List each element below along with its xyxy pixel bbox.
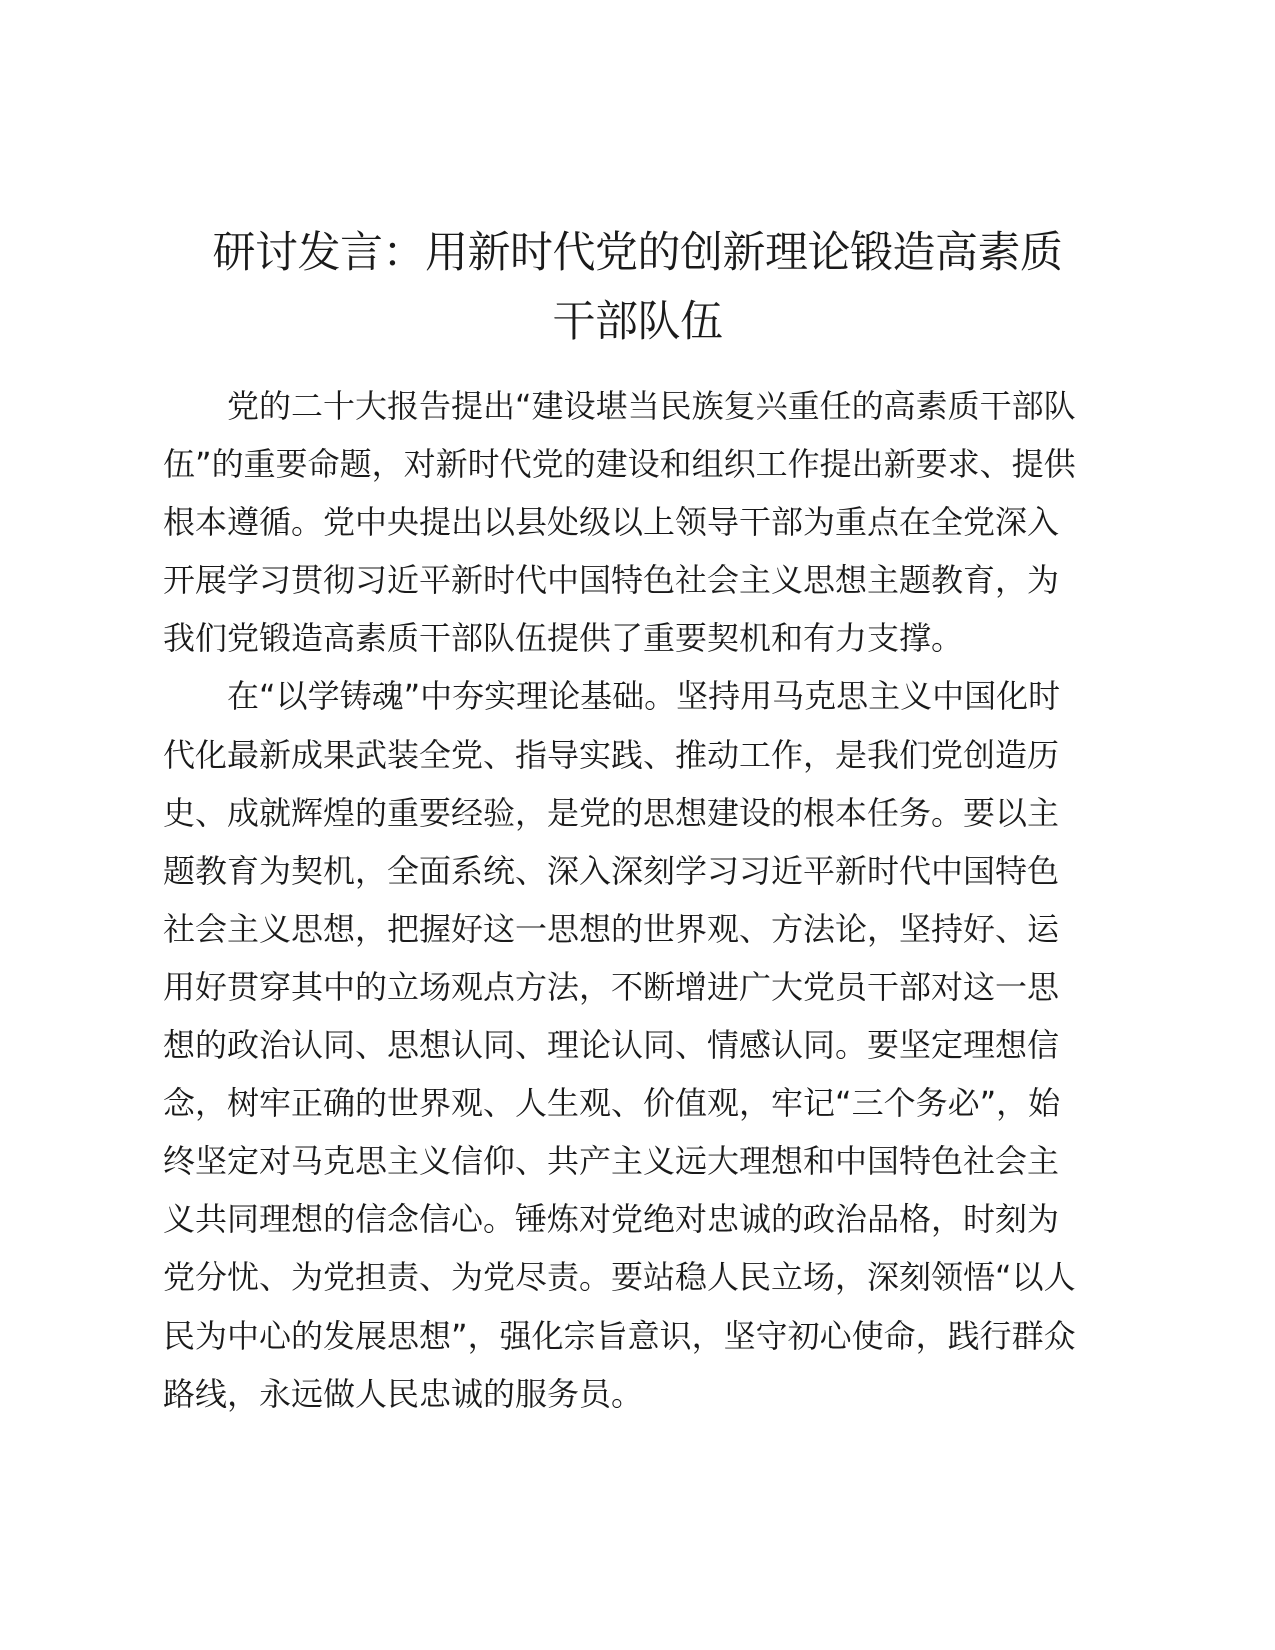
paragraph-line: 伍”的重要命题，对新时代党的建设和组织工作提出新要求、提供 bbox=[163, 445, 1076, 484]
paragraph-line: 终坚定对马克思主义信仰、共产主义远大理想和中国特色社会主 bbox=[163, 1142, 1060, 1181]
paragraph-line: 史、成就辉煌的重要经验，是党的思想建设的根本任务。要以主 bbox=[163, 793, 1060, 832]
paragraph-line: 我们党锻造高素质干部队伍提供了重要契机和有力支撑。 bbox=[163, 619, 964, 658]
document-title bbox=[160, 219, 1115, 357]
paragraph-line: 用好贯穿其中的立场观点方法，不断增进广大党员干部对这一思 bbox=[163, 967, 1060, 1006]
paragraph-line: 题教育为契机，全面系统、深入深刻学习习近平新时代中国特色 bbox=[163, 851, 1060, 890]
paragraph-line: 党的二十大报告提出“建设堪当民族复兴重任的高素质干部队 bbox=[227, 387, 1076, 425]
paragraph-line: 在“以学铸魂”中夯实理论基础。坚持用马克思主义中国化时 bbox=[227, 677, 1061, 716]
paragraph-theory-foundation bbox=[163, 667, 1118, 1422]
paragraph-line: 党分忧、为党担责、为党尽责。要站稳人民立场，深刻领悟“以人 bbox=[163, 1258, 1076, 1297]
title-line: 研讨发言：用新时代党的创新理论锻造高素质 bbox=[212, 228, 1063, 278]
paragraph-line: 根本遵循。党中央提出以县处级以上领导干部为重点在全党深入 bbox=[163, 503, 1060, 542]
title-line: 干部队伍 bbox=[552, 297, 723, 347]
paragraph-line: 开展学习贯彻习近平新时代中国特色社会主义思想主题教育，为 bbox=[163, 561, 1060, 600]
paragraph-line: 代化最新成果武装全党、指导实践、推动工作，是我们党创造历 bbox=[163, 735, 1060, 774]
paragraph-line: 想的政治认同、思想认同、理论认同、情感认同。要坚定理想信 bbox=[163, 1026, 1060, 1065]
paragraph-line: 念，树牢正确的世界观、人生观、价值观，牢记“三个务必”，始 bbox=[163, 1084, 1061, 1123]
paragraph-line: 社会主义思想，把握好这一思想的世界观、方法论，坚持好、运 bbox=[163, 909, 1060, 948]
document-body bbox=[163, 377, 1118, 1423]
paragraph-line: 义共同理想的信念信心。锤炼对党绝对忠诚的政治品格，时刻为 bbox=[163, 1200, 1060, 1239]
paragraph-line: 民为中心的发展思想”，强化宗旨意识，坚守初心使命，践行群众 bbox=[163, 1316, 1076, 1355]
paragraph-line: 路线，永远做人民忠诚的服务员。 bbox=[163, 1374, 644, 1413]
paragraph-intro bbox=[163, 377, 1118, 667]
